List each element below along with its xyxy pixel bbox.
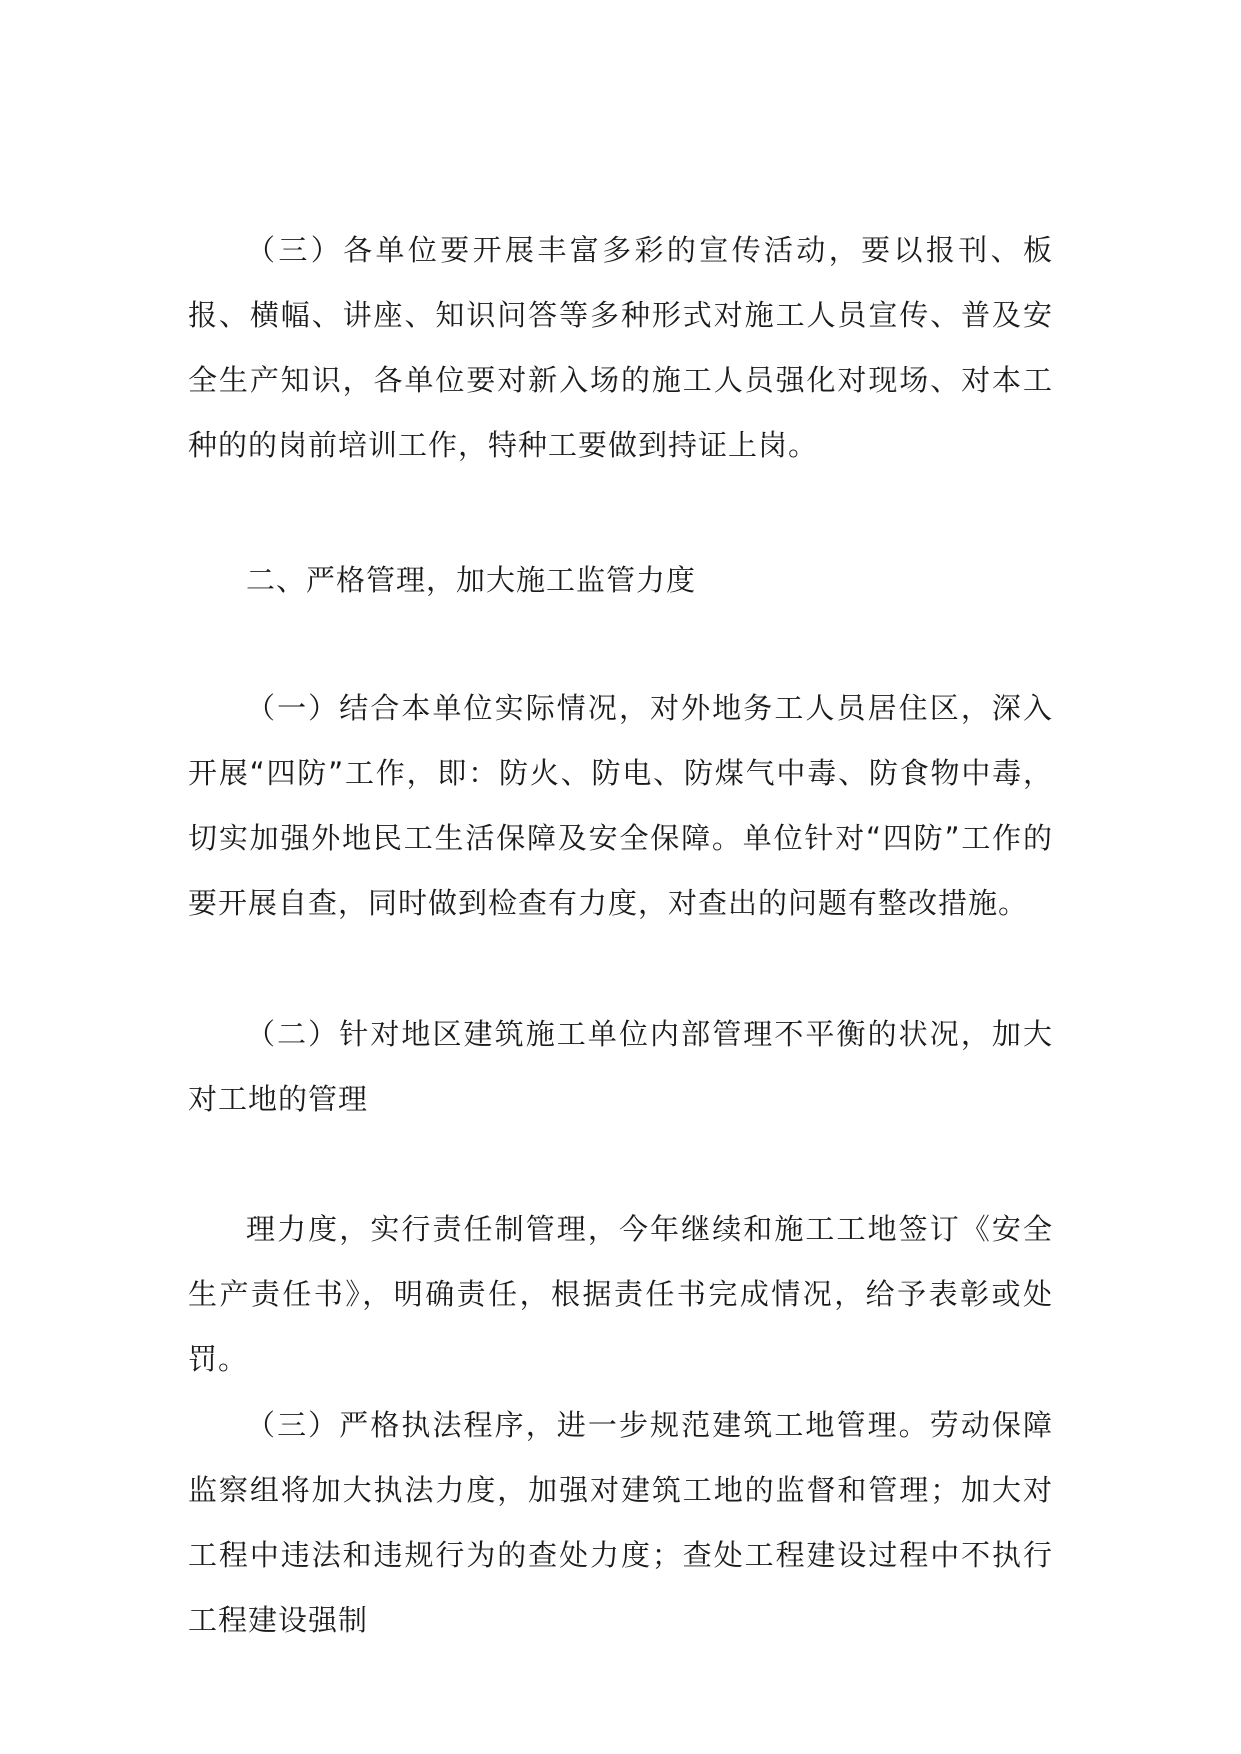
paragraph-responsibility-system: 理力度，实行责任制管理，今年继续和施工工地签订《安全生产责任书》，明确责任，根据责任书完成情况，给予表彰或处罚。 [188, 1212, 1053, 1376]
paragraph-publicity-activities: （三）各单位要开展丰富多彩的宣传活动，要以报刊、板报、横幅、讲座、知识问答等多种形式对施工人员宣传、普及安全生产知识，各单位要对新入场的施工人员强化对现场、对本工种的的岗前培训工作，特种工要做到持证上岗。 [188, 233, 1053, 462]
section-heading-strict-management: 二、严格管理，加大施工监管力度 [246, 563, 697, 597]
paragraph-four-preventions: （一）结合本单位实际情况，对外地务工人员居住区，深入开展“四防”工作，即：防火、防电、防煤气中毒、防食物中毒，切实加强外地民工生活保障及安全保障。单位针对“四防”工作的要开展自查，同时做到检查有力度，对查出的问题有整改措施。 [188, 691, 1053, 920]
paragraph-internal-management: （二）针对地区建筑施工单位内部管理不平衡的状况，加大对工地的管理 [188, 1017, 1053, 1116]
paragraph-law-enforcement: （三）严格执法程序，进一步规范建筑工地管理。劳动保障监察组将加大执法力度，加强对建筑工地的监督和管理；加大对工程中违法和违规行为的查处力度；查处工程建设过程中不执行工程建设强制 [188, 1408, 1053, 1637]
